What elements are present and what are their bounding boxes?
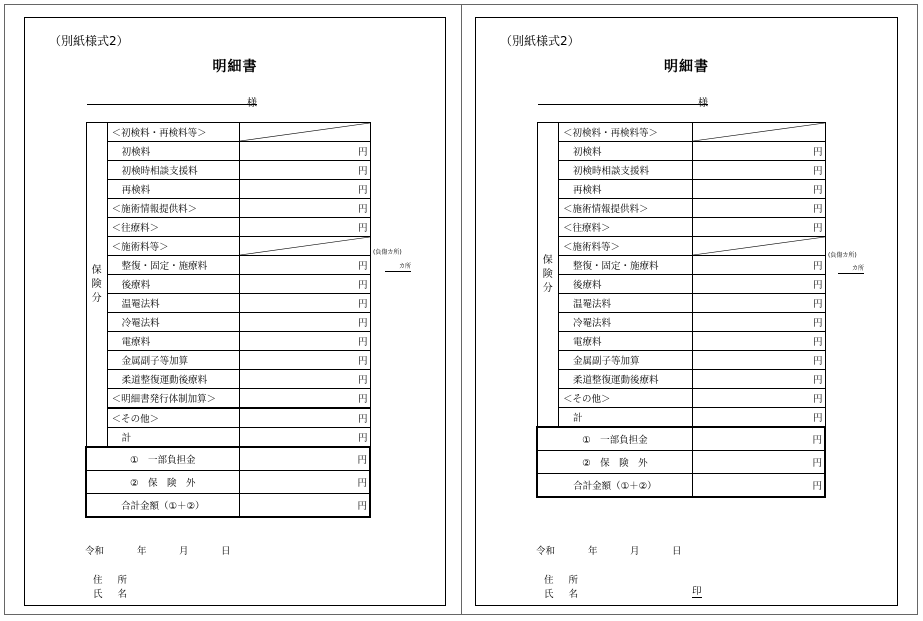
table-row: [537, 408, 825, 428]
row-label: 再検料: [107, 180, 239, 199]
summary-label: ② 保 険 外: [537, 451, 692, 474]
summary-row: [86, 494, 370, 518]
row-label: 後療料: [107, 275, 239, 294]
table-row: [86, 351, 370, 370]
row-label: 冷罨法料: [558, 313, 692, 332]
group-label-char: 保: [91, 264, 102, 276]
amount-cell[interactable]: 円: [239, 161, 370, 180]
table-row: [86, 237, 370, 256]
injury-count-field[interactable]: カ所: [385, 261, 411, 272]
group-label-char: 険: [542, 268, 553, 280]
address-label: 住 所: [544, 575, 585, 586]
addressee-line[interactable]: [538, 103, 708, 105]
date-year[interactable]: 年: [588, 546, 598, 557]
diagonal-cell: [239, 237, 370, 256]
row-label: 金属副子等加算: [558, 351, 692, 370]
document-title: 明細書: [664, 59, 709, 75]
table-row: [537, 275, 825, 294]
summary-label: 合計金額（①＋②）: [86, 494, 239, 518]
summary-amount[interactable]: 円: [692, 451, 825, 474]
table-row: [537, 351, 825, 370]
summary-row: [537, 451, 825, 474]
amount-cell[interactable]: 円: [239, 199, 370, 218]
date-month[interactable]: 月: [179, 546, 189, 557]
group-label-char: 分: [542, 282, 553, 294]
table-row: [537, 237, 825, 256]
amount-cell[interactable]: 円: [239, 180, 370, 199]
form-label: （別紙様式2）: [500, 34, 580, 48]
table-row: [86, 294, 370, 313]
summary-row: [537, 474, 825, 498]
amount-cell[interactable]: 円: [692, 275, 825, 294]
date-era: 令和: [536, 546, 556, 557]
injury-note-label: (負傷カ所): [828, 252, 857, 259]
row-label: ＜施術料等＞: [558, 237, 692, 256]
name-label: 氏 名: [544, 589, 585, 600]
amount-cell[interactable]: 円: [239, 332, 370, 351]
table-row: [537, 123, 825, 142]
date-month[interactable]: 月: [630, 546, 640, 557]
table-row: [537, 218, 825, 237]
amount-cell[interactable]: 円: [692, 294, 825, 313]
row-label: 整復・固定・施療料: [558, 256, 692, 275]
table-row: [537, 332, 825, 351]
statement-page-left: [24, 17, 446, 606]
table-row: [537, 161, 825, 180]
addressee-line[interactable]: [87, 103, 257, 105]
table-row: [86, 370, 370, 389]
table-row: [537, 142, 825, 161]
row-label: ＜往療料＞: [558, 218, 692, 237]
amount-cell[interactable]: 円: [692, 351, 825, 370]
amount-cell[interactable]: 円: [692, 313, 825, 332]
diagonal-cell: [692, 237, 825, 256]
date-day[interactable]: 日: [672, 546, 682, 557]
date-year[interactable]: 年: [137, 546, 147, 557]
row-label: 初検料: [558, 142, 692, 161]
table-row: [86, 123, 370, 142]
amount-cell[interactable]: 円: [239, 370, 370, 389]
amount-cell[interactable]: 円: [239, 294, 370, 313]
row-label: 柔道整復運動後療料: [107, 370, 239, 389]
date-era: 令和: [85, 546, 105, 557]
row-label: 後療料: [558, 275, 692, 294]
row-label: 柔道整復運動後療料: [558, 370, 692, 389]
table-row: [537, 313, 825, 332]
amount-cell[interactable]: 円: [692, 370, 825, 389]
amount-cell[interactable]: 円: [692, 389, 825, 408]
table-row: [537, 370, 825, 389]
row-label: 金属副子等加算: [107, 351, 239, 370]
row-label: ＜施術情報提供料＞: [558, 199, 692, 218]
amount-cell[interactable]: 円: [692, 332, 825, 351]
table-row: [86, 142, 370, 161]
row-label: 温罨法料: [558, 294, 692, 313]
table-row: [537, 389, 825, 408]
row-label: 整復・固定・施療料: [107, 256, 239, 275]
summary-amount[interactable]: 円: [692, 474, 825, 498]
row-label: 初検料: [107, 142, 239, 161]
row-label: 電療料: [107, 332, 239, 351]
amount-cell[interactable]: 円: [239, 428, 370, 448]
row-label: ＜施術料等＞: [107, 237, 239, 256]
summary-label: ② 保 険 外: [86, 471, 239, 494]
amount-cell[interactable]: 円: [692, 161, 825, 180]
amount-cell[interactable]: 円: [239, 313, 370, 332]
fee-table: [85, 122, 371, 518]
row-label: ＜施術情報提供料＞: [107, 199, 239, 218]
form-label: （別紙様式2）: [49, 34, 129, 48]
table-row: [86, 180, 370, 199]
summary-row: [86, 471, 370, 494]
amount-cell[interactable]: 円: [692, 180, 825, 199]
amount-cell[interactable]: 円: [692, 218, 825, 237]
honorific: 様: [698, 98, 708, 109]
table-row: [86, 428, 370, 448]
table-row: [86, 218, 370, 237]
amount-cell[interactable]: 円: [239, 408, 370, 428]
insurance-group-label: [537, 123, 558, 428]
table-row: [537, 199, 825, 218]
row-label: ＜往療料＞: [107, 218, 239, 237]
name-label: 氏 名: [93, 589, 134, 600]
injury-note-label: (負傷カ所): [373, 249, 402, 256]
row-label: 温罨法料: [107, 294, 239, 313]
summary-label: 合計金額（①＋②）: [537, 474, 692, 498]
row-label: 再検料: [558, 180, 692, 199]
insurance-group-label: [86, 123, 107, 448]
fee-table: [536, 122, 826, 498]
table-row: [86, 275, 370, 294]
row-label: 計: [558, 408, 692, 428]
table-row: [86, 161, 370, 180]
amount-cell[interactable]: 円: [239, 275, 370, 294]
row-label: 初検時相談支援料: [558, 161, 692, 180]
row-label: 初検時相談支援料: [107, 161, 239, 180]
honorific: 様: [247, 98, 257, 109]
amount-cell[interactable]: 円: [692, 256, 825, 275]
amount-cell[interactable]: 円: [239, 142, 370, 161]
document-title: 明細書: [212, 59, 258, 75]
amount-cell[interactable]: 円: [692, 199, 825, 218]
table-row: [537, 180, 825, 199]
summary-label: ① 一部負担金: [537, 427, 692, 451]
row-label: ＜初検料・再検料等＞: [107, 123, 239, 142]
amount-cell[interactable]: 円: [692, 408, 825, 428]
amount-cell[interactable]: 円: [692, 142, 825, 161]
group-label-char: 険: [91, 278, 102, 290]
amount-cell[interactable]: 円: [239, 256, 370, 275]
statement-page-right: [475, 17, 898, 606]
summary-amount[interactable]: 円: [239, 471, 370, 494]
row-label: ＜その他＞: [107, 408, 239, 428]
page-divider: [461, 4, 462, 615]
row-label: 計: [107, 428, 239, 448]
table-row: [86, 199, 370, 218]
date-day[interactable]: 日: [221, 546, 231, 557]
address-label: 住 所: [93, 575, 134, 586]
amount-cell[interactable]: 円: [239, 389, 370, 409]
summary-label: ① 一部負担金: [86, 447, 239, 471]
group-label-char: 保: [542, 254, 553, 266]
row-label: ＜初検料・再検料等＞: [558, 123, 692, 142]
summary-amount[interactable]: 円: [239, 447, 370, 471]
amount-cell[interactable]: 円: [239, 218, 370, 237]
table-row: [537, 256, 825, 275]
table-row: [86, 408, 370, 428]
summary-row: [537, 427, 825, 451]
table-row: [86, 332, 370, 351]
diagonal-cell: [692, 123, 825, 142]
table-row: [86, 389, 370, 409]
summary-amount[interactable]: 円: [239, 494, 370, 518]
row-label: ＜明細書発行体制加算＞: [107, 389, 239, 409]
injury-count-field[interactable]: カ所: [838, 263, 864, 274]
table-row: [537, 294, 825, 313]
summary-row: [86, 447, 370, 471]
row-label: ＜その他＞: [558, 389, 692, 408]
group-label-char: 分: [91, 292, 102, 304]
row-label: 電療料: [558, 332, 692, 351]
summary-amount[interactable]: 円: [692, 427, 825, 451]
table-row: [86, 313, 370, 332]
diagonal-cell: [239, 123, 370, 142]
row-label: 冷罨法料: [107, 313, 239, 332]
table-row: [86, 256, 370, 275]
amount-cell[interactable]: 円: [239, 351, 370, 370]
seal-mark: 印: [692, 586, 702, 597]
